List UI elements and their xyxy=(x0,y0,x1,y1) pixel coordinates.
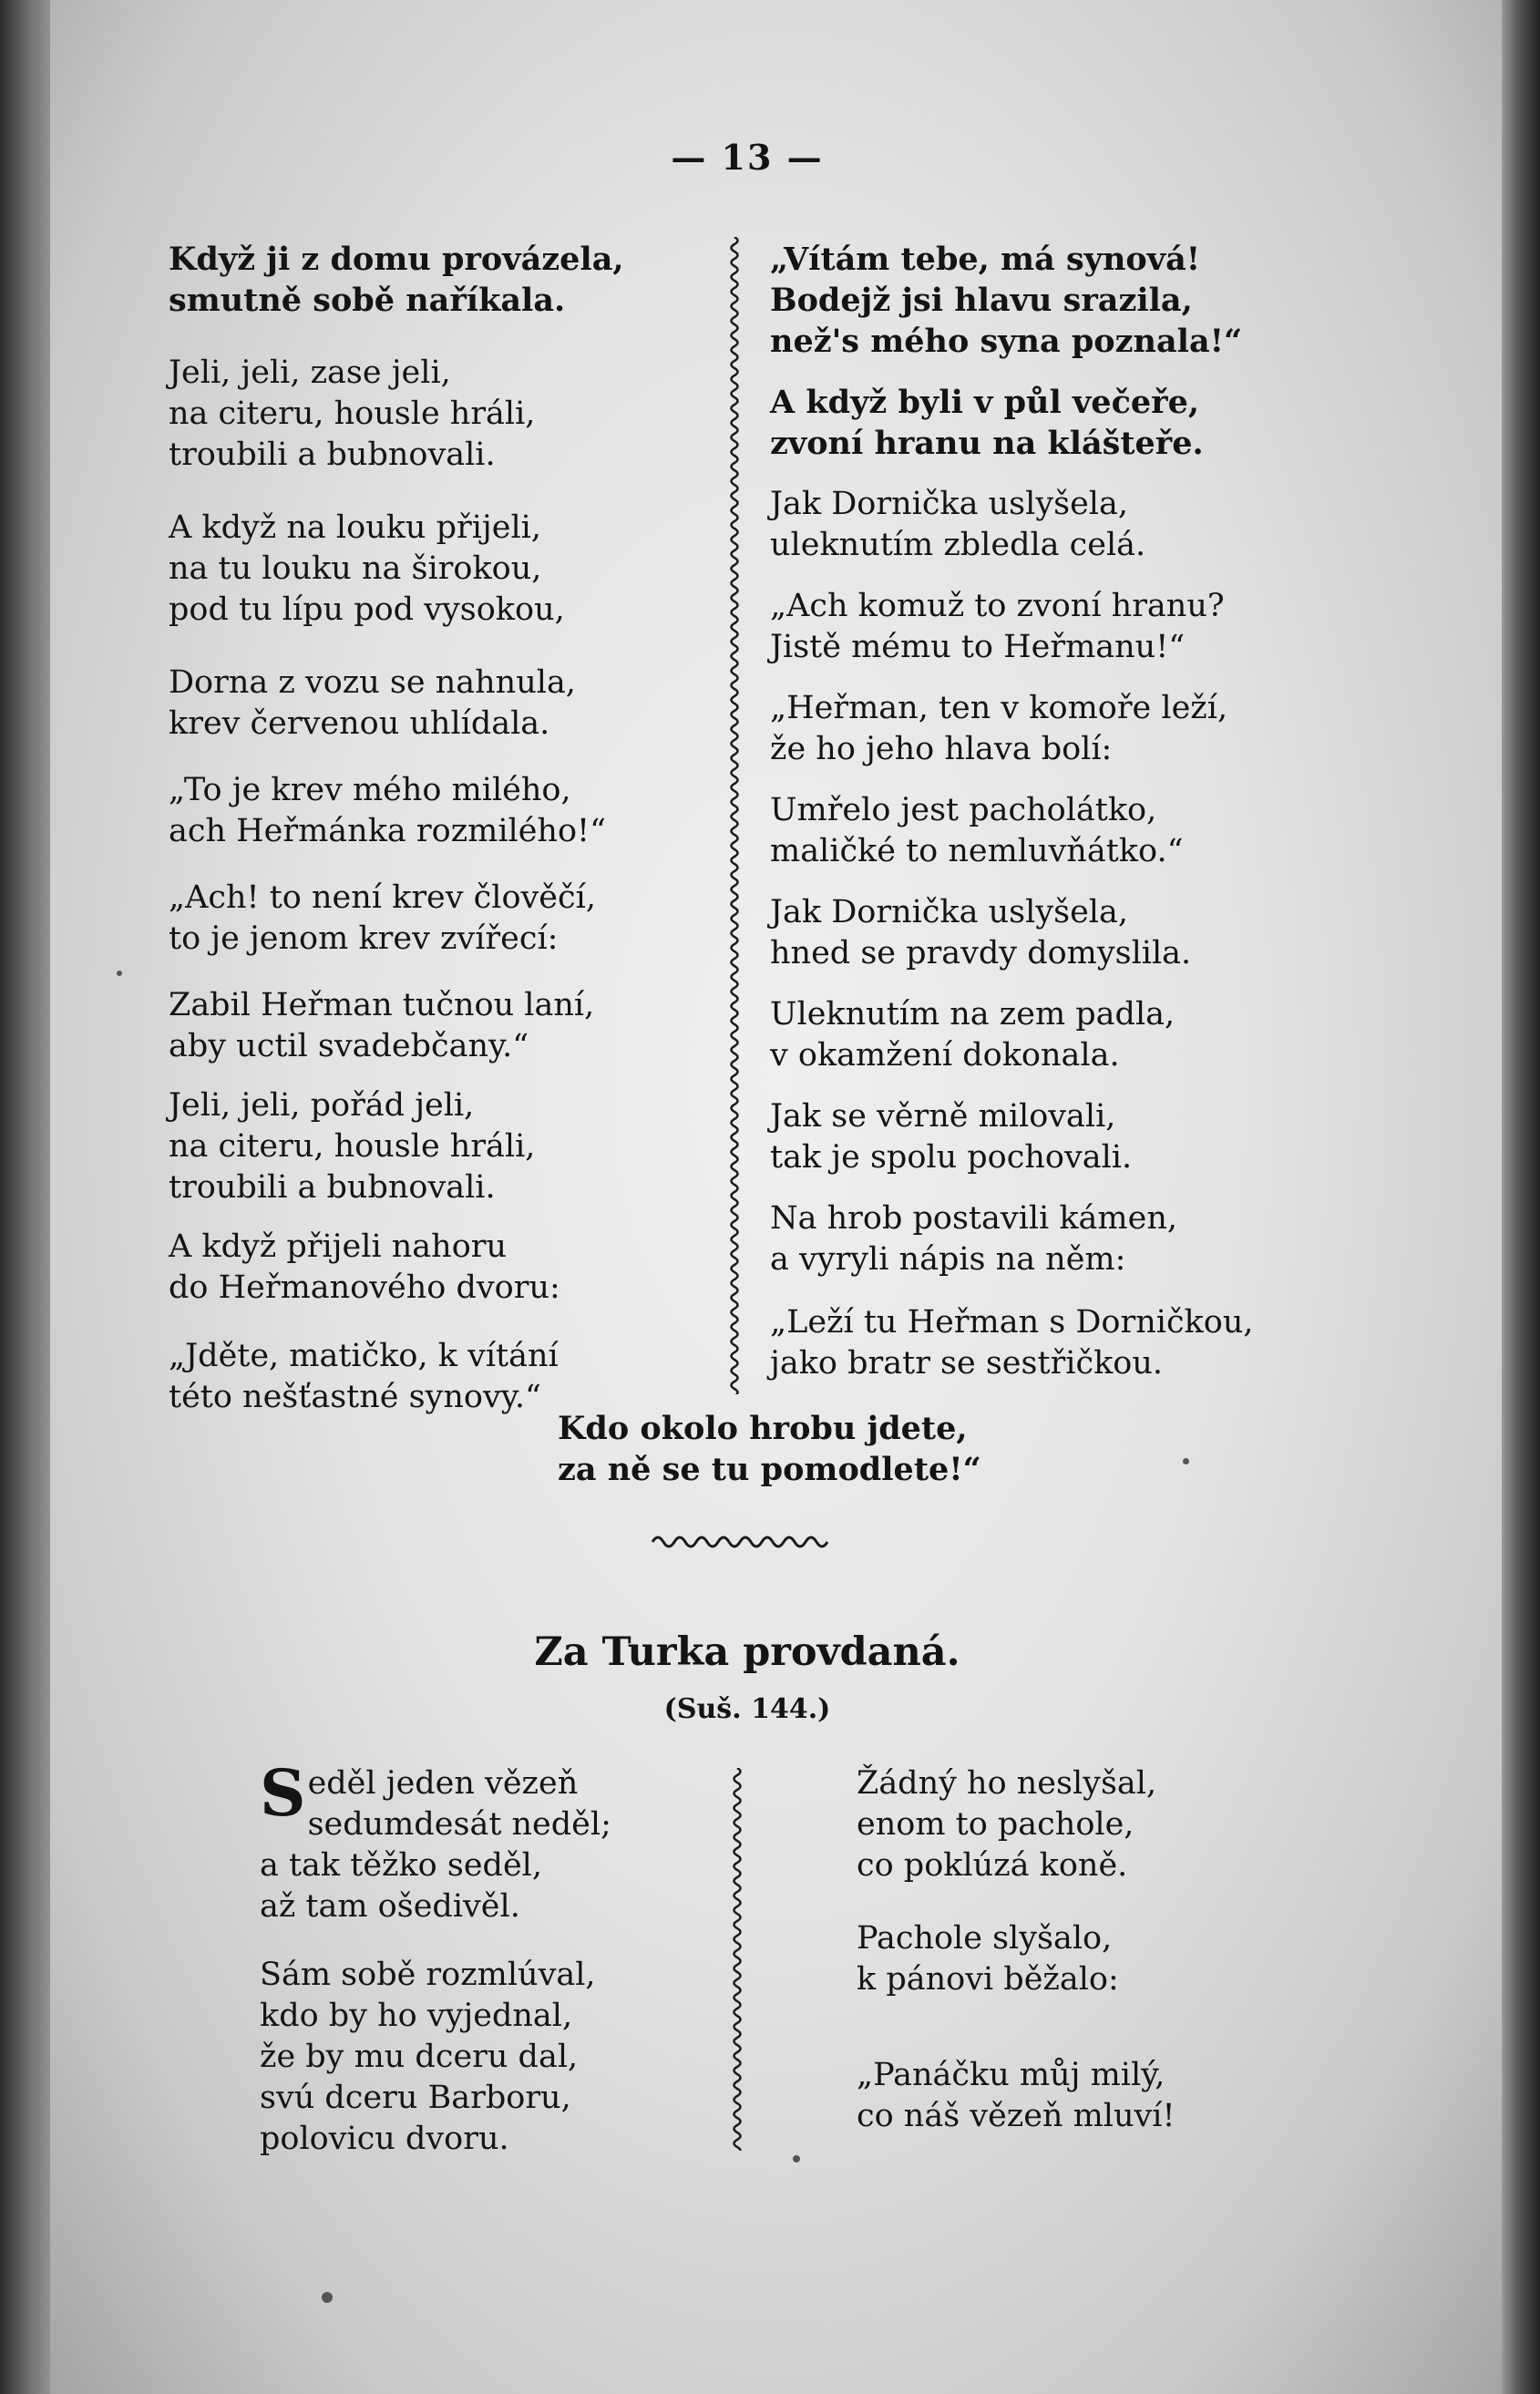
stanza-line: Jistě mému to Heřmanu!“ xyxy=(770,629,1186,665)
stanza-line: jako bratr se sestřičkou. xyxy=(770,1345,1164,1382)
stanza xyxy=(260,1755,611,1927)
poem1-left-column xyxy=(169,239,624,1418)
stanza-line: aby uctil svadebčany.“ xyxy=(169,1028,529,1064)
stanza-line: za ně se tu pomodlete!“ xyxy=(558,1451,981,1488)
stanza xyxy=(169,508,624,631)
stanza xyxy=(770,1198,1254,1280)
stanza-line: Na hrob postavili kámen, xyxy=(770,1200,1177,1237)
stanza xyxy=(770,1302,1254,1384)
stanza xyxy=(770,484,1254,566)
scan-speck xyxy=(117,971,122,976)
stanza xyxy=(169,878,624,960)
stanza-line: v okamžení dokonala. xyxy=(770,1037,1120,1074)
stanza-line: „Leží tu Heřman s Dorničkou, xyxy=(770,1304,1254,1341)
stanza-line: Sám sobě rozmlúval, xyxy=(260,1957,596,1993)
stanza-line: to je jenom krev zvířecí: xyxy=(169,920,559,957)
stanza xyxy=(169,985,624,1067)
stanza-line: až tam ošedivěl. xyxy=(260,1888,520,1925)
stanza-line: zvoní hranu na klášteře. xyxy=(770,425,1204,462)
stanza-line: troubili a bubnovali. xyxy=(169,437,496,473)
stanza-line: ach Heřmánka rozmilého!“ xyxy=(169,813,607,849)
stanza-line: na tu louku na širokou, xyxy=(169,550,542,587)
stanza-line: maličké to nemluvňátko.“ xyxy=(770,833,1184,869)
stanza-line: Když ji z domu provázela, xyxy=(169,241,624,278)
stanza-line: enom to pachole, xyxy=(857,1806,1134,1843)
stanza-line: Žádný ho neslyšal, xyxy=(857,1765,1157,1802)
stanza-line: Kdo okolo hrobu jdete, xyxy=(558,1410,968,1447)
stanza-line: k pánovi běžalo: xyxy=(857,1961,1119,1998)
stanza-line: Jak se věrně milovali, xyxy=(770,1098,1116,1135)
stanza-line: na citeru, housle hráli, xyxy=(169,1128,536,1165)
stanza-line: Bodejž jsi hlavu srazila, xyxy=(770,282,1193,319)
scan-edge-right xyxy=(1502,0,1540,2394)
stanza xyxy=(770,688,1254,770)
stanza-line: A když byli v půl večeře, xyxy=(770,384,1200,421)
stanza-line: „Jděte, matičko, k vítání xyxy=(169,1338,559,1374)
stanza-line: Jeli, jeli, zase jeli, xyxy=(169,354,451,391)
stanza xyxy=(857,1763,1176,1886)
stanza-line: smutně sobě naříkala. xyxy=(169,282,566,319)
stanza-line: tak je spolu pochovali. xyxy=(770,1139,1133,1176)
stanza-line: krev červenou uhlídala. xyxy=(169,705,550,742)
stanza-line: Pachole slyšalo, xyxy=(857,1920,1113,1957)
stanza xyxy=(770,586,1254,668)
stanza-line: Jeli, jeli, pořád jeli, xyxy=(169,1087,475,1124)
stanza-line: do Heřmanového dvoru: xyxy=(169,1269,560,1306)
stanza xyxy=(857,2055,1176,2137)
stanza-line: sedumdesát neděl; xyxy=(307,1806,611,1843)
stanza xyxy=(770,382,1254,464)
stanza-line: a tak těžko seděl, xyxy=(260,1847,542,1884)
stanza-line: hned se pravdy domyslila. xyxy=(770,935,1192,971)
scan-speck xyxy=(793,2155,800,2163)
stanza xyxy=(857,1918,1176,2000)
stanza xyxy=(770,892,1254,974)
scan-speck xyxy=(1183,1458,1189,1464)
stanza-line: uleknutím zbledla celá. xyxy=(770,527,1146,563)
stanza-line: kdo by ho vyjednal, xyxy=(260,1998,573,2034)
stanza-line: „Panáčku můj milý, xyxy=(857,2057,1165,2093)
stanza-line: polovicu dvoru. xyxy=(260,2121,509,2157)
scan-speck xyxy=(322,2292,333,2303)
stanza xyxy=(169,1336,624,1418)
poem-title: Za Turka provdaná. xyxy=(534,1629,960,1675)
stanza-line: než's mého syna poznala!“ xyxy=(770,323,1243,360)
stanza-line: Dorna z vozu se nahnula, xyxy=(169,664,576,701)
stanza xyxy=(770,239,1254,362)
stanza-line: „Heřman, ten v komoře leží, xyxy=(770,690,1228,726)
stanza-line: A když přijeli nahoru xyxy=(169,1228,508,1265)
stanza-line: co náš vězeň mluví! xyxy=(857,2098,1176,2134)
poem-source: (Suš. 144.) xyxy=(663,1693,831,1725)
stanza-line: Jak Dornička uslyšela, xyxy=(770,894,1128,930)
column-divider xyxy=(729,1768,745,2151)
stanza-line: A když na louku přijeli, xyxy=(169,509,541,546)
stanza-line: „Ach komuž to zvoní hranu? xyxy=(770,588,1225,624)
stanza-line: této nešťastné synovy.“ xyxy=(169,1379,541,1415)
stanza-line: troubili a bubnovali. xyxy=(169,1169,496,1206)
stanza-line: a vyryli nápis na něm: xyxy=(770,1241,1126,1278)
stanza xyxy=(169,353,624,476)
stanza xyxy=(169,770,624,852)
stanza xyxy=(169,1085,624,1208)
stanza-line: Zabil Heřman tučnou laní, xyxy=(169,987,595,1023)
poem2-right-column xyxy=(857,1763,1176,2137)
stanza-line: že by mu dceru dal, xyxy=(260,2039,579,2075)
stanza-line: eděl jeden vězeň xyxy=(307,1765,579,1802)
stanza xyxy=(770,994,1254,1076)
stanza-line: Uleknutím na zem padla, xyxy=(770,996,1176,1033)
stanza-line: Umřelo jest pacholátko, xyxy=(770,792,1157,828)
stanza-line: pod tu lípu pod vysokou, xyxy=(169,591,565,628)
page-number: — 13 — xyxy=(671,137,824,178)
stanza xyxy=(169,239,624,321)
stanza-line: „To je krev mého milého, xyxy=(169,772,571,808)
stanza-line: „Ach! to není krev člověčí, xyxy=(169,879,596,916)
stanza xyxy=(260,1955,596,2160)
stanza-line: na citeru, housle hráli, xyxy=(169,396,536,432)
stanza-line: Jak Dornička uslyšela, xyxy=(770,486,1128,522)
wavy-ornament xyxy=(651,1531,842,1555)
stanza xyxy=(770,790,1254,872)
stanza-line: co poklúzá koně. xyxy=(857,1847,1128,1884)
poem2-left-column xyxy=(260,1755,611,2160)
stanza xyxy=(770,1096,1254,1178)
stanza xyxy=(169,1227,624,1309)
final-stanza xyxy=(558,1408,981,1490)
stanza-line: svú dceru Barboru, xyxy=(260,2080,571,2116)
stanza-line: že ho jeho hlava bolí: xyxy=(770,731,1113,767)
stanza-line: „Vítám tebe, má synová! xyxy=(770,241,1201,278)
stanza xyxy=(169,663,624,745)
poem1-right-column xyxy=(770,239,1254,1384)
drop-cap: S xyxy=(260,1755,306,1831)
column-divider xyxy=(726,237,743,1394)
